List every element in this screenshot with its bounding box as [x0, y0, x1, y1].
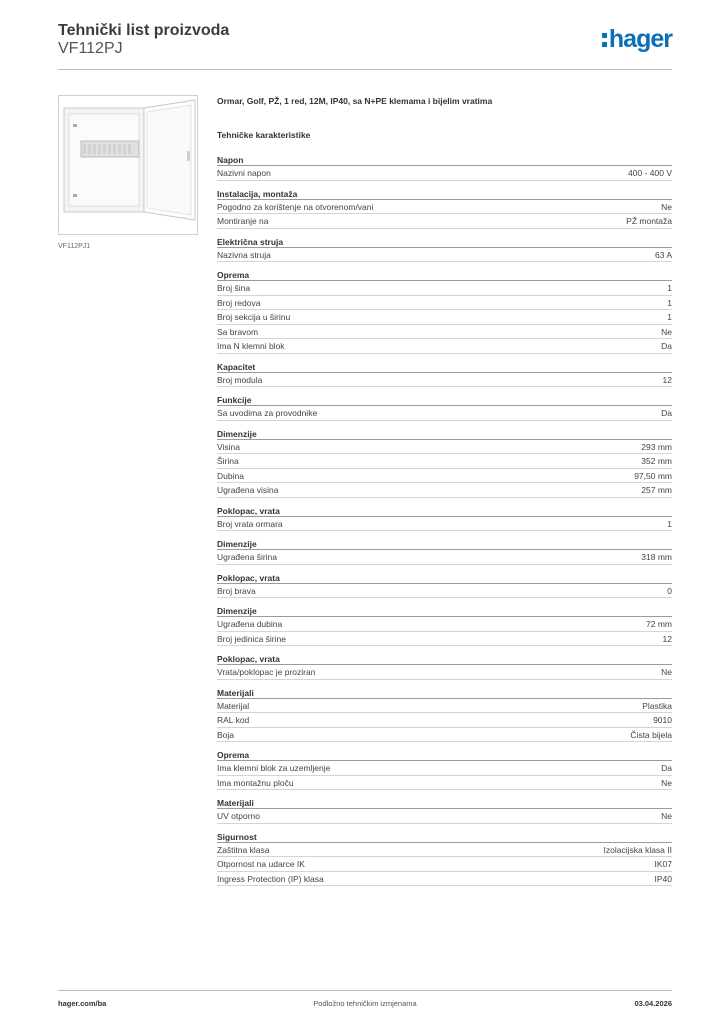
spec-value: Izolacijska klasa II: [603, 844, 672, 855]
page-footer: [58, 990, 672, 1010]
spec-group-title: Oprema: [217, 269, 672, 281]
page-title: Tehnički list proizvoda: [58, 22, 230, 39]
spec-group-title: Električna struja: [217, 236, 672, 248]
spec-group: [217, 236, 672, 263]
spec-group: [217, 505, 672, 532]
spec-value: 9010: [653, 715, 672, 725]
spec-group-title: Poklopac, vrata: [217, 572, 672, 584]
spec-label: Broj vrata ormara: [217, 518, 283, 529]
spec-group-title: Sigurnost: [217, 831, 672, 843]
spec-group-title: Dimenzije: [217, 605, 672, 617]
spec-group: [217, 831, 672, 887]
spec-group-title: Materijali: [217, 687, 672, 699]
spec-group-title: Funkcije: [217, 394, 672, 406]
spec-value: 293 mm: [641, 441, 672, 452]
spec-row: [217, 699, 672, 714]
spec-group: [217, 797, 672, 824]
spec-group: [217, 269, 672, 354]
spec-group-title: Kapacitet: [217, 361, 672, 373]
spec-label: Ima klemni blok za uzemljenje: [217, 763, 331, 773]
spec-label: Ugrađena dubina: [217, 619, 283, 629]
spec-label: Broj redova: [217, 297, 261, 308]
specs-list: [217, 154, 672, 893]
spec-row: [217, 483, 672, 498]
logo-text: hager: [608, 25, 672, 53]
brand-logo: [602, 25, 672, 54]
spec-value: 400 - 400 V: [628, 168, 672, 178]
spec-row: [217, 857, 672, 872]
product-code: VF112PJ: [58, 40, 123, 57]
spec-label: Sa bravom: [217, 326, 259, 337]
spec-row: [217, 440, 672, 455]
spec-row: [217, 872, 672, 887]
spec-group: [217, 572, 672, 599]
spec-group: [217, 394, 672, 421]
spec-row: [217, 339, 672, 354]
footer-website: hager.com/ba: [58, 999, 107, 1008]
footer-date: 03.04.2026: [634, 999, 672, 1008]
section-heading: Tehničke karakteristike: [217, 130, 311, 140]
spec-label: Ugrađena širina: [217, 552, 278, 562]
spec-label: Ima montažnu ploču: [217, 777, 294, 788]
spec-label: Otpornost na udarce IK: [217, 859, 305, 869]
spec-row: [217, 454, 672, 469]
spec-label: RAL kod: [217, 715, 250, 725]
spec-value: Čista bijela: [630, 729, 672, 740]
spec-label: Broj jedinica širine: [217, 633, 286, 644]
product-description: Ormar, Golf, PŽ, 1 red, 12M, IP40, sa N+PE klemama i bijelim vratima: [217, 96, 493, 106]
spec-value: 352 mm: [641, 456, 672, 466]
spec-value: 12: [662, 633, 672, 644]
spec-value: 318 mm: [641, 552, 672, 562]
spec-row: [217, 310, 672, 325]
spec-row: [217, 550, 672, 565]
spec-group: [217, 538, 672, 565]
spec-group: [217, 687, 672, 743]
spec-row: [217, 200, 672, 215]
spec-value: Ne: [661, 326, 672, 337]
spec-group: [217, 361, 672, 388]
spec-row: [217, 248, 672, 263]
spec-label: Širina: [217, 456, 239, 466]
spec-value: 1: [667, 297, 672, 308]
spec-group: [217, 605, 672, 646]
spec-group-title: Instalacija, montaža: [217, 188, 672, 200]
spec-value: Plastika: [642, 700, 672, 711]
spec-value: IP40: [654, 873, 672, 884]
spec-group-title: Dimenzije: [217, 538, 672, 550]
spec-row: [217, 843, 672, 858]
spec-row: [217, 281, 672, 296]
spec-group-title: Materijali: [217, 797, 672, 809]
spec-group: [217, 653, 672, 680]
spec-row: [217, 517, 672, 532]
spec-row: [217, 809, 672, 824]
product-image: [58, 95, 198, 235]
spec-label: Zaštitna klasa: [217, 844, 270, 855]
spec-value: Da: [661, 408, 672, 418]
spec-row: [217, 776, 672, 791]
spec-label: Broj modula: [217, 374, 263, 385]
spec-label: Ugrađena visina: [217, 485, 279, 495]
spec-label: Pogodno za korištenje na otvorenom/vani: [217, 201, 374, 212]
spec-group-title: Poklopac, vrata: [217, 653, 672, 665]
spec-row: [217, 373, 672, 388]
spec-row: [217, 166, 672, 181]
spec-label: Nazivni napon: [217, 168, 271, 178]
spec-label: Broj šina: [217, 283, 251, 293]
page-header: [58, 20, 672, 70]
spec-group: [217, 154, 672, 181]
spec-value: Ne: [661, 201, 672, 212]
spec-row: [217, 632, 672, 647]
spec-label: Vrata/poklopac je proziran: [217, 667, 316, 677]
spec-row: [217, 469, 672, 484]
spec-label: Sa uvodima za provodnike: [217, 408, 318, 418]
spec-row: [217, 296, 672, 311]
spec-row: [217, 761, 672, 776]
spec-row: [217, 713, 672, 728]
spec-group-title: Oprema: [217, 749, 672, 761]
image-caption: VF112PJ1: [58, 243, 91, 250]
spec-value: Ne: [661, 811, 672, 821]
spec-value: 1: [667, 312, 672, 322]
spec-group-title: Poklopac, vrata: [217, 505, 672, 517]
spec-row: [217, 617, 672, 632]
spec-value: 257 mm: [641, 485, 672, 495]
spec-value: IK07: [654, 859, 672, 869]
spec-group: [217, 188, 672, 229]
spec-row: [217, 584, 672, 599]
spec-value: Da: [661, 763, 672, 773]
spec-row: [217, 728, 672, 743]
spec-value: Ne: [661, 777, 672, 788]
spec-group: [217, 428, 672, 498]
spec-label: Ingress Protection (IP) klasa: [217, 873, 324, 884]
spec-value: Ne: [661, 667, 672, 677]
spec-group: [217, 749, 672, 790]
spec-label: Dubina: [217, 470, 244, 481]
spec-value: 12: [662, 374, 672, 385]
spec-row: [217, 406, 672, 421]
spec-label: Broj brava: [217, 585, 256, 596]
spec-group-title: Dimenzije: [217, 428, 672, 440]
spec-label: Montiranje na: [217, 216, 269, 226]
spec-value: PŽ montaža: [626, 216, 672, 226]
spec-group-title: Napon: [217, 154, 672, 166]
footer-note: Podložno tehničkim izmjenama: [313, 999, 417, 1008]
spec-value: 1: [667, 518, 672, 529]
spec-label: Visina: [217, 441, 240, 452]
spec-label: UV otporno: [217, 811, 260, 821]
spec-value: 0: [667, 585, 672, 596]
spec-label: Ima N klemni blok: [217, 341, 285, 351]
spec-row: [217, 214, 672, 229]
spec-value: 72 mm: [646, 619, 672, 629]
spec-label: Boja: [217, 729, 235, 740]
spec-label: Nazivna struja: [217, 249, 271, 260]
spec-value: 63 A: [654, 249, 672, 260]
spec-label: Materijal: [217, 700, 250, 711]
spec-value: Da: [661, 341, 672, 351]
logo-dots-icon: [602, 33, 607, 47]
spec-value: 1: [667, 283, 672, 293]
spec-value: 97,50 mm: [634, 470, 672, 481]
spec-row: [217, 325, 672, 340]
spec-label: Broj sekcija u širinu: [217, 312, 291, 322]
spec-row: [217, 665, 672, 680]
